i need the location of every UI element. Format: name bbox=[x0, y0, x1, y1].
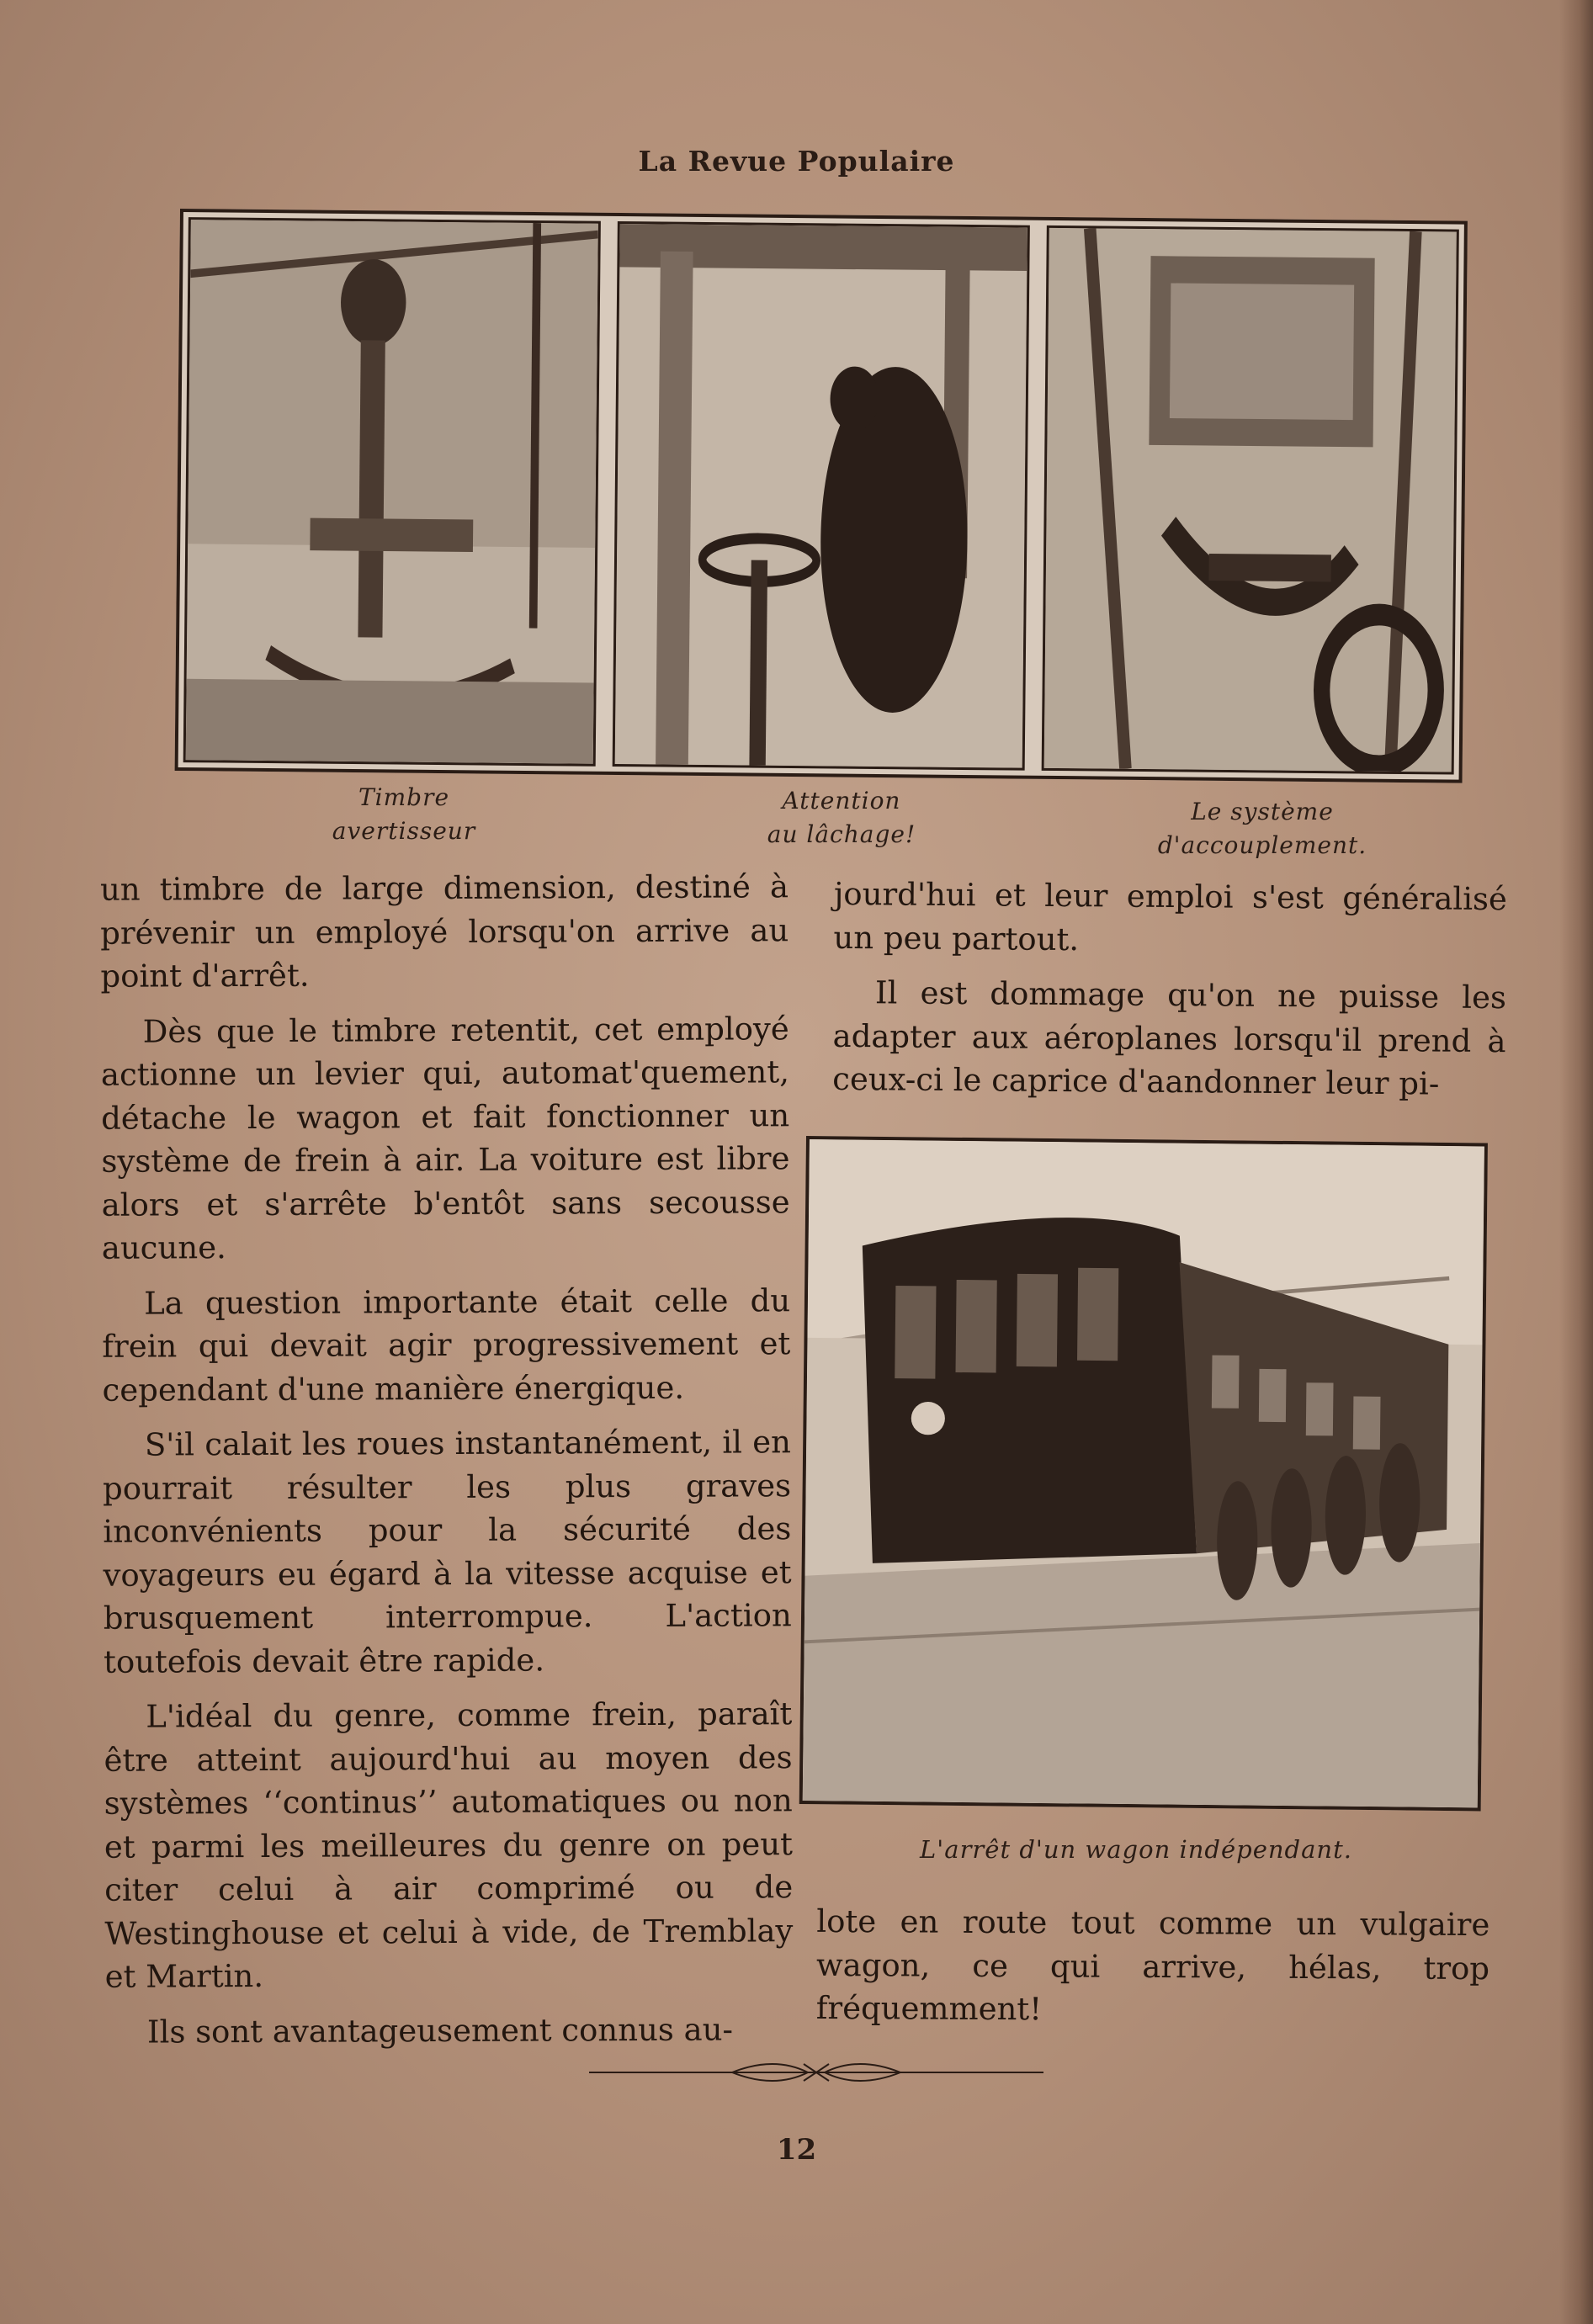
caption-coupling-line1: Le système bbox=[1191, 798, 1334, 825]
paragraph: L'idéal du genre, comme frein, paraît être atteint aujourd'hui au moyen des systèmes ‘‘continus’’ automatiques ou non et parmi les meilleures du genre on peut citer celui à air comprimé ou de Westinghouse et celui à vide, de Tremblay et Martin. bbox=[104, 1695, 794, 1995]
photo-strip bbox=[175, 209, 1468, 783]
caption-release bbox=[741, 784, 943, 852]
running-head: La Revue Populaire bbox=[638, 145, 955, 178]
caption-release-line2: au lâchage! bbox=[767, 820, 916, 848]
paragraph: jourd'hui et leur emploi s'est généralisé un peu partout. bbox=[833, 875, 1508, 958]
article-right-column-continued bbox=[816, 1900, 1490, 2045]
caption-independent-wagon: L'arrêt d'un wagon indépendant. bbox=[920, 1835, 1352, 1864]
caption-coupling-line2: d'accouplement. bbox=[1157, 831, 1367, 859]
paragraph: S'il calait les roues instantanément, il en pourrait résulter les plus graves inconvénients pour la sécurité des voyageurs eu égard à la vitesse acquise et brusquement interrompue. L'action toutefois devait être rapide. bbox=[103, 1424, 792, 1680]
paragraph: lote en route tout comme un vulgaire wagon, ce qui arrive, hélas, trop fréquemment! bbox=[815, 1902, 1490, 2028]
page-number: 12 bbox=[776, 2133, 817, 2167]
photo-coupling bbox=[1042, 226, 1459, 775]
page-edge bbox=[1559, 0, 1593, 2324]
caption-bell bbox=[303, 781, 505, 848]
caption-coupling bbox=[1144, 795, 1380, 862]
paragraph: Il est dommage qu'on ne puisse les adapter aux aéroplanes lorsqu'il prend à ceux-ci le caprice d'aandonner leur pi- bbox=[832, 974, 1507, 1102]
paragraph: Dès que le timbre retentit, cet employé actionne un levier qui, automat'quement, détache le wagon et fait fonctionner un système de frein à air. La voiture est libre alors et s'arrête b'entôt sans secousse aucune. bbox=[100, 1010, 790, 1266]
paragraph: Ils sont avantageusement connus au- bbox=[146, 2011, 734, 2051]
photo-attendant bbox=[613, 221, 1030, 771]
paragraph: un timbre de large dimension, destiné à prévenir un employé lorsqu'on arrive au point d'arrêt. bbox=[99, 868, 789, 995]
paragraph: La question importante était celle du frein qui devait agir progressivement et cependant d'une manière énergique. bbox=[102, 1281, 791, 1409]
article-right-column bbox=[832, 873, 1507, 1118]
caption-release-line1: Attention bbox=[782, 787, 901, 814]
photo-bell bbox=[183, 217, 601, 767]
article-left-column bbox=[100, 865, 794, 2066]
caption-bell-line1: Timbre bbox=[358, 783, 450, 811]
caption-bell-line2: avertisseur bbox=[332, 817, 476, 845]
ornamental-divider-icon bbox=[589, 2051, 1043, 2093]
photo-independent-wagon bbox=[799, 1136, 1488, 1811]
